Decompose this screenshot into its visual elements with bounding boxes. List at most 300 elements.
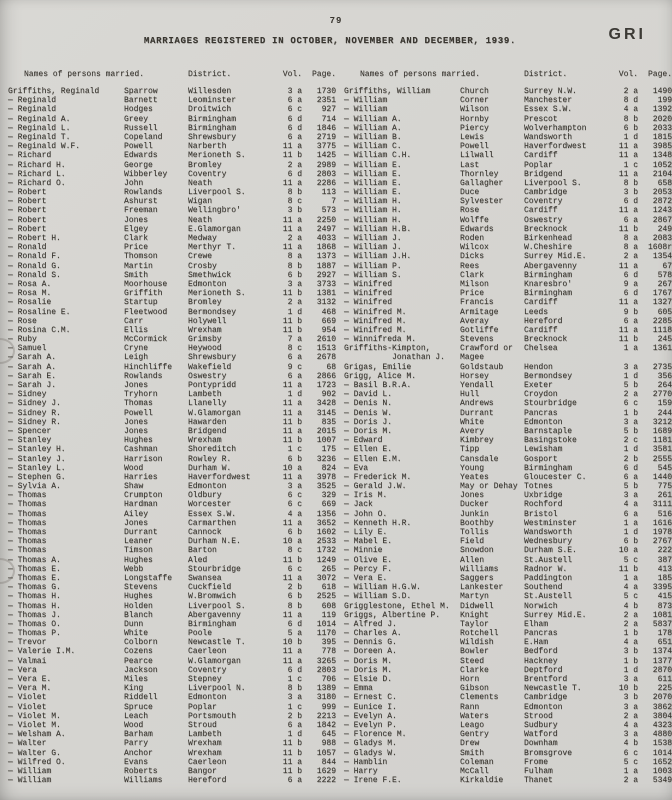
district-cell: E.Glamorgan	[188, 224, 241, 234]
table-row	[8, 105, 336, 114]
name-cell: — Spencer	[8, 426, 52, 436]
spouse-surname-cell: McCormick	[124, 335, 168, 345]
name-cell: — Rosina C.M.	[8, 325, 71, 335]
page-cell: 2867	[652, 215, 672, 225]
vol-cell: 8 a	[623, 234, 638, 243]
page-cell: 1602	[316, 528, 336, 537]
vol-cell: 11 b	[282, 739, 302, 749]
spouse-surname-cell: Hornby	[460, 114, 489, 124]
vol-cell: 1 c	[287, 702, 302, 712]
page-cell: 415	[657, 592, 672, 602]
table-row	[8, 409, 336, 418]
page-cell: 1361	[652, 344, 672, 354]
page-cell: 516	[657, 509, 672, 519]
spouse-surname-cell: White	[124, 629, 149, 639]
page-cell: 329	[321, 491, 336, 501]
name-cell: — Violet M.	[8, 711, 61, 721]
district-cell: Caerleon	[188, 757, 227, 767]
spouse-surname-cell: Wibberley	[124, 169, 168, 179]
page-cell: 669	[321, 316, 336, 326]
spouse-surname-cell: Price	[460, 289, 485, 299]
page-cell: 988	[321, 739, 336, 749]
district-cell: Leeds	[524, 307, 549, 317]
table-row	[8, 151, 336, 160]
name-cell: — Thomas A.	[8, 555, 61, 565]
page-cell: 185	[657, 573, 672, 583]
district-cell: Strood	[524, 711, 553, 721]
page-cell: 3775	[316, 142, 336, 152]
spouse-surname-cell: Didwell	[460, 601, 494, 611]
district-cell: Deptford	[524, 665, 563, 675]
vol-cell: 6 a	[287, 96, 302, 106]
page-cell: 199	[657, 96, 672, 106]
page-cell: 1392	[652, 105, 672, 115]
spouse-surname-cell: Lewis	[460, 132, 485, 142]
name-cell: — Thomas	[8, 491, 47, 501]
page-cell: 387	[657, 555, 672, 565]
vol-cell: 11 b	[282, 436, 302, 446]
spouse-surname-cell: Bowler	[460, 647, 489, 657]
name-cell: — Reginald W.F.	[8, 142, 81, 152]
page-cell: 4033	[316, 234, 336, 243]
name-cell: — Thomas O.	[8, 619, 61, 629]
vol-cell: 2 c	[623, 436, 638, 446]
vol-cell: 1 d	[623, 132, 638, 142]
table-row	[8, 271, 336, 280]
spouse-surname-cell: Russell	[124, 123, 158, 133]
district-cell: Wandsworth	[524, 132, 573, 142]
name-cell: — Violet M.	[8, 720, 61, 730]
page-cell: 2927	[316, 270, 336, 280]
page-cell: 3652	[316, 518, 336, 528]
table-row	[344, 730, 672, 739]
page-cell: 824	[321, 463, 336, 473]
page-cell: 1629	[316, 766, 336, 776]
table-row	[8, 96, 336, 105]
spouse-surname-cell: Jones	[124, 215, 149, 225]
name-cell: — Irene F.E.	[344, 776, 402, 786]
spouse-surname-cell: Harries	[124, 472, 158, 482]
district-cell: Cannock	[188, 528, 222, 537]
name-cell: — Violet	[8, 693, 47, 703]
table-row	[344, 317, 672, 326]
table-row	[344, 161, 672, 170]
district-cell: Brentford	[524, 675, 568, 684]
table-row	[8, 455, 336, 464]
page-cell: 113	[321, 188, 336, 198]
vol-cell: 11 b	[618, 335, 638, 345]
name-cell: — Stanley H.	[8, 445, 66, 455]
district-cell: Essex S.W.	[524, 105, 573, 115]
district-cell: Gosport	[524, 454, 558, 464]
name-cell: — Welsham A.	[8, 730, 66, 740]
table-row	[8, 445, 336, 454]
table-row	[344, 510, 672, 519]
table-row	[8, 473, 336, 482]
spouse-surname-cell: Smith	[460, 748, 485, 758]
page-cell: 1846	[316, 123, 336, 133]
spouse-surname-cell: Jones	[124, 381, 149, 390]
table-row	[344, 280, 672, 289]
vol-cell: 6 b	[287, 270, 302, 280]
table-row	[8, 629, 336, 638]
table-row	[8, 179, 336, 188]
table-row	[344, 647, 672, 656]
district-cell: Edmonton	[188, 279, 227, 289]
page-cell: 4880	[652, 730, 672, 740]
district-cell: Lewisham	[524, 445, 563, 455]
name-cell: — William E.	[344, 160, 402, 170]
page-cell: 5349	[652, 776, 672, 786]
district-cell: Newcastle T.	[188, 638, 246, 648]
spouse-surname-cell: Spruce	[124, 702, 153, 712]
spouse-surname-cell: Church	[460, 87, 489, 96]
district-cell	[524, 353, 610, 362]
vol-cell: 6 a	[623, 215, 638, 225]
name-cell: — Sylvia A.	[8, 482, 61, 492]
district-cell: Oswestry	[188, 371, 227, 381]
name-cell: — David L.	[344, 390, 393, 400]
name-cell: — Ellen E.M.	[344, 454, 402, 464]
vol-cell: 11 a	[282, 142, 302, 152]
table-row	[8, 363, 336, 372]
district-cell: Liverpool S.	[188, 601, 246, 611]
table-row	[8, 712, 336, 721]
right-rows	[344, 87, 672, 785]
table-row	[8, 335, 336, 344]
name-cell: — Vera E.	[344, 573, 388, 583]
vol-cell: 6 a	[287, 132, 302, 142]
vol-cell: 6 a	[623, 472, 638, 482]
table-row	[8, 491, 336, 500]
page-cell: 265	[321, 564, 336, 574]
vol-cell: 11 a	[618, 151, 638, 161]
name-cell: — John O.	[344, 509, 388, 519]
spouse-surname-cell: King	[124, 684, 144, 694]
spouse-surname-cell: Edwards	[460, 224, 494, 234]
vol-cell: 11 b	[282, 766, 302, 776]
page-cell: 1652	[652, 757, 672, 767]
spouse-surname-cell: Riddell	[124, 693, 158, 703]
spouse-surname-cell: Durrant	[124, 528, 158, 537]
vol-cell: 2 a	[623, 390, 638, 400]
district-cell: Thanet	[524, 776, 553, 786]
district-cell: Surrey Mid.E.	[524, 610, 587, 620]
table-row	[8, 381, 336, 390]
vol-cell: 6 d	[623, 463, 638, 473]
district-cell: Wednesbury	[524, 537, 573, 547]
vol-cell: 8 b	[287, 601, 302, 611]
spouse-surname-cell: Jones	[124, 518, 149, 528]
table-row	[8, 353, 336, 362]
vol-cell: 11 a	[282, 757, 302, 767]
spouse-surname-cell: Martin	[124, 261, 153, 271]
district-cell: Surrey N.W.	[524, 87, 577, 96]
column-headers	[8, 70, 336, 79]
district-cell: Portsmouth	[188, 711, 237, 721]
name-cell: — Robert	[8, 224, 47, 234]
district-cell: Chelsea	[524, 344, 558, 354]
vol-cell: 11 a	[282, 647, 302, 657]
name-cell: — Winifred M.	[344, 325, 407, 335]
name-cell: — Ronald	[8, 243, 47, 253]
vol-cell: 1 a	[623, 344, 638, 354]
vol-cell: 11 b	[618, 564, 638, 574]
name-cell: — Percy F.	[344, 564, 393, 574]
page-cell: 651	[657, 638, 672, 648]
table-row	[344, 124, 672, 133]
vol-cell: 2 a	[623, 619, 638, 629]
spouse-surname-cell: Colborn	[124, 638, 158, 648]
spouse-surname-cell: Hughes	[124, 436, 153, 446]
district-cell: Llanelly	[188, 399, 227, 409]
spouse-surname-cell: Williams	[124, 776, 163, 786]
table-row	[8, 546, 336, 555]
table-row	[8, 611, 336, 620]
page-cell: 2770	[652, 390, 672, 400]
spouse-surname-cell: Saggers	[460, 573, 494, 583]
vol-cell: 5 c	[623, 555, 638, 565]
spouse-surname-cell: Blanch	[124, 610, 153, 620]
district-cell: Haverfordwest	[524, 142, 587, 152]
spouse-surname-cell: Webb	[124, 564, 144, 574]
header-district: District.	[524, 70, 568, 79]
district-cell: Stourbridge	[188, 564, 241, 574]
spouse-surname-cell: Longstaffe	[124, 573, 173, 583]
page-cell: 2533	[316, 537, 336, 547]
table-row	[344, 372, 672, 381]
vol-cell: 6 c	[287, 500, 302, 510]
vol-cell: 6 d	[287, 169, 302, 179]
vol-cell: 11 a	[282, 573, 302, 583]
name-cell: — Doreen A.	[344, 647, 397, 657]
spouse-surname-cell: Snowdon	[460, 546, 494, 556]
name-cell: — Thomas	[8, 500, 47, 510]
district-cell: Barnstaple	[524, 426, 573, 436]
name-cell: — William A.	[344, 114, 402, 124]
spouse-surname-cell: Martyn	[460, 592, 489, 602]
vol-cell: 1 a	[623, 518, 638, 528]
table-row	[344, 712, 672, 721]
vol-cell: 1 b	[623, 629, 638, 639]
page-cell: 1513	[316, 344, 336, 354]
district-cell: Croydon	[524, 390, 558, 400]
header-names: Names of persons married.	[24, 70, 145, 79]
page-cell: 1057	[316, 748, 336, 758]
name-cell: — Denis W.	[344, 408, 393, 418]
vol-cell: 7 a	[287, 335, 302, 345]
table-row	[8, 537, 336, 546]
page-cell: 2083	[652, 234, 672, 243]
vol-cell: 2 a	[287, 160, 302, 170]
page-cell: 1014	[652, 748, 672, 758]
name-cell: — Edward	[344, 436, 383, 446]
header-names: Names of persons married.	[360, 70, 481, 79]
vol-cell: 11 a	[282, 399, 302, 409]
district-cell: Liverpool S.	[188, 188, 246, 198]
name-cell: — Winifred M.	[344, 316, 407, 326]
vol-cell: 3 a	[287, 482, 302, 492]
spouse-surname-cell: Young	[460, 463, 485, 473]
name-cell: — Thomas G.	[8, 583, 61, 593]
district-cell: Bangor	[188, 766, 217, 776]
name-cell: — Gladys M.	[344, 739, 397, 749]
name-cell: — Winifred	[344, 279, 393, 289]
district-cell: Pancras	[524, 408, 558, 418]
name-cell: — Denis N.	[344, 399, 393, 409]
vol-cell: 11 a	[282, 656, 302, 666]
page-cell: 1887	[316, 261, 336, 271]
vol-cell: 8 c	[287, 546, 302, 556]
district-cell: Gloucester C.	[524, 472, 587, 482]
spouse-surname-cell: Ducker	[460, 500, 489, 510]
page-cell: 68	[326, 362, 336, 372]
spouse-surname-cell: Magee	[460, 353, 485, 363]
table-row	[8, 721, 336, 730]
table-row	[8, 344, 336, 353]
vol-cell: 6 a	[287, 720, 302, 730]
name-cell: — Sarah A.	[8, 353, 57, 363]
page-cell: 1356	[316, 509, 336, 519]
page-cell: 1014	[316, 619, 336, 629]
table-row	[344, 252, 672, 261]
name-cell: — William J.	[344, 234, 402, 243]
district-cell: Birmingham	[524, 289, 573, 299]
spouse-surname-cell: Coleman	[460, 757, 494, 767]
vol-cell: 3 a	[287, 693, 302, 703]
spouse-surname-cell: Rose	[460, 206, 480, 216]
header-vol: Vol.	[282, 70, 302, 79]
district-cell: Essex S.W.	[188, 509, 237, 519]
district-cell: Paddington	[524, 573, 573, 583]
district-cell: Leominster	[188, 96, 237, 106]
spouse-surname-cell: Startup	[124, 298, 158, 308]
vol-cell: 8 b	[287, 684, 302, 694]
page-cell: 618	[321, 583, 336, 593]
spouse-surname-cell: Rann	[460, 702, 480, 712]
spouse-surname-cell: Wildish	[460, 638, 494, 648]
vol-cell: 6 b	[287, 528, 302, 537]
vol-cell: 11 b	[282, 289, 302, 299]
district-cell: Grimsby	[188, 335, 222, 345]
table-row	[8, 115, 336, 124]
table-row	[344, 629, 672, 638]
spouse-surname-cell: Elgey	[124, 224, 149, 234]
table-row	[344, 583, 672, 592]
column-headers	[344, 70, 672, 79]
name-cell: — William S.	[344, 270, 402, 280]
page-cell: 1348	[652, 151, 672, 161]
spouse-surname-cell: Hull	[460, 390, 480, 400]
spouse-surname-cell: Thomas	[124, 399, 153, 409]
name-cell: — Richard L.	[8, 169, 66, 179]
table-row	[344, 87, 672, 96]
district-cell: Fulham	[524, 766, 553, 776]
name-cell: — Doris J.	[344, 417, 393, 427]
vol-cell: 9 b	[623, 307, 638, 317]
vol-cell: 5 a	[287, 629, 302, 639]
vol-cell: 11 a	[618, 169, 638, 179]
vol-cell: 6 a	[287, 776, 302, 786]
district-cell: Hereford	[188, 776, 227, 786]
page-cell: 2213	[316, 711, 336, 721]
table-row	[8, 161, 336, 170]
page-cell: 175	[321, 445, 336, 455]
vol-cell: 11 a	[282, 610, 302, 620]
district-cell: Bedford	[524, 647, 558, 657]
vol-cell: 6 b	[623, 537, 638, 547]
spouse-surname-cell: Allen	[460, 555, 485, 565]
district-cell: Birmingham	[188, 123, 237, 133]
table-row	[8, 749, 336, 758]
table-row	[8, 583, 336, 592]
page-cell: 608	[321, 601, 336, 611]
vol-cell: 8 a	[623, 243, 638, 253]
district-cell: Wakefield	[188, 362, 232, 372]
page-cell: 3236	[316, 454, 336, 464]
spouse-surname-cell: Barnett	[124, 96, 158, 106]
vol-cell: 1 d	[623, 445, 638, 455]
table-row	[344, 638, 672, 647]
name-cell: — Minnie	[344, 546, 383, 556]
name-cell: — Sarah A.	[8, 362, 57, 372]
vol-cell: 1 d	[287, 307, 302, 317]
spouse-surname-cell: Wilcox	[460, 243, 489, 253]
spouse-surname-cell: Greey	[124, 114, 149, 124]
name-cell: — William C.H.	[344, 151, 412, 161]
table-row	[344, 767, 672, 776]
district-cell: Stourbridge	[524, 399, 577, 409]
vol-cell: 11 a	[282, 426, 302, 436]
name-cell: — William H.	[344, 197, 402, 207]
spouse-surname-cell: Jackson	[124, 665, 158, 675]
page-cell: 902	[321, 390, 336, 400]
page-cell: 356	[657, 371, 672, 381]
name-cell: Griffiths, Reginald	[8, 87, 100, 96]
page-cell: 3733	[316, 279, 336, 289]
name-cell: — Harry	[344, 766, 378, 776]
spouse-surname-cell: Griffith	[124, 289, 163, 299]
district-cell: Heywood	[188, 344, 222, 354]
district-cell: Shoreditch	[188, 445, 237, 455]
page-cell: 1354	[652, 252, 672, 262]
name-cell: — Stephen G.	[8, 472, 66, 482]
name-cell: — William C.	[344, 142, 402, 152]
name-cell: — Alfred J.	[344, 619, 397, 629]
page-cell: 605	[657, 307, 672, 317]
page-cell: 873	[657, 601, 672, 611]
name-cell: — Mabel E.	[344, 537, 393, 547]
vol-cell: 2 b	[287, 711, 302, 721]
vol-cell: 11 a	[282, 381, 302, 390]
table-row	[8, 390, 336, 399]
vol-cell: 1 d	[287, 390, 302, 400]
spouse-surname-cell: May or Dehay	[460, 482, 518, 492]
page-cell: 119	[321, 610, 336, 620]
page-cell: 1381	[316, 289, 336, 299]
name-cell: — Rosalie	[8, 298, 52, 308]
spouse-surname-cell: Avery	[460, 426, 485, 436]
table-row	[8, 592, 336, 601]
table-row	[344, 197, 672, 206]
name-cell: — Winnifreda M.	[344, 335, 417, 345]
vol-cell: 2 a	[623, 252, 638, 262]
vol-cell: 1 d	[623, 371, 638, 381]
page-cell: 1767	[652, 289, 672, 299]
district-cell: Stepney	[188, 675, 222, 684]
vol-cell: 11 b	[282, 151, 302, 161]
table-row	[344, 436, 672, 445]
